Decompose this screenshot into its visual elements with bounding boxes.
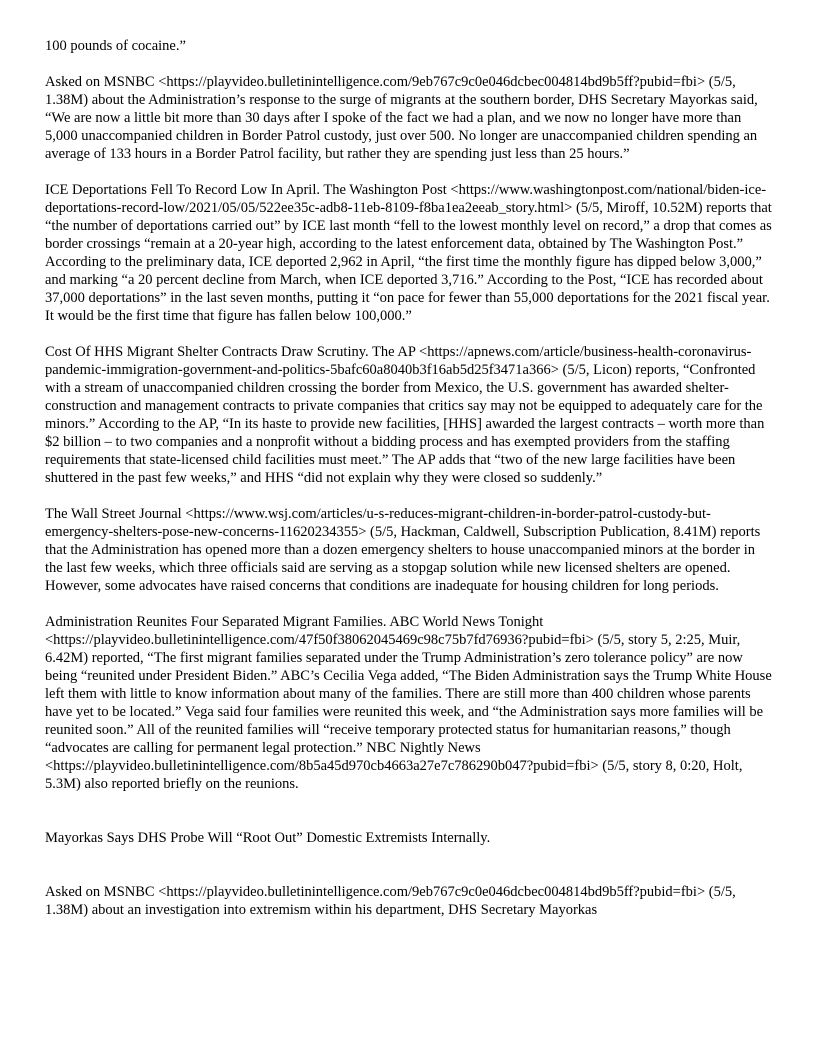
paragraph-wsj-shelters: The Wall Street Journal <https://www.wsj.com/articles/u-s-reduces-migrant-children-in-border-patrol-custody-but-emergency-shelters-pose-new-concerns-11620234355> (5/5, Hackman, Caldwell, Subscription Publication, 8.41M) reports that the Administration has opened more than a dozen emergency shelters to house unaccompanied minors at the border in the last few weeks, which three officials said are serving as a stopgap solution while new licensed shelters are opened. However, some advocates have raised concerns that conditions are inadequate for housing children for long periods. [45,506,761,594]
paragraph-mayorkas-extremism: Asked on MSNBC <https://playvideo.bulletinintelligence.com/9eb767c9c0e046dcbec004814bd9b5ff?pubid=fbi> (5/5, 1.38M) about an investigation into extremism within his department, DHS Secretary Mayorkas [45,884,736,918]
paragraph-hhs-shelter-contracts: Cost Of HHS Migrant Shelter Contracts Draw Scrutiny. The AP <https://apnews.com/article/business-health-coronavirus-pandemic-immigration-government-and-politics-5bafc60a8040b3f16ab5d25f3471a366> (5/5, Licon) reports, “Confronted with a stream of unaccompanied children crossing the border from Mexico, the U.S. government has awarded shelter-construction and management contracts to private companies that critics say may not be equipped to adequately care for the minors.” According to the AP, “In its haste to provide new facilities, [HHS] awarded the largest contracts – worth more than $2 billion – to two companies and a nonprofit without a bidding process and has exempted providers from the staffing requirements that state-licensed child facilities must meet.” The AP adds that “two of the new large facilities have been shuttered in the past few weeks,” and HHS “did not explain why they were closed so suddenly.” [45,344,765,486]
paragraph-reunited-families: Administration Reunites Four Separated Migrant Families. ABC World News Tonight <https://playvideo.bulletinintelligence.com/47f50f38062045469c98c75b7fd76936?pubid=fbi> (5/5, story 5, 2:25, Muir, 6.42M) reported, “The first migrant families separated under the Trump Administration’s zero tolerance policy” are now being “reunited under President Biden.” ABC’s Cecilia Vega added, “The Biden Administration says the Trump White House left them with little to know information about many of the families. There are still more than 400 children whose parents have yet to be located.” Vega said four families were reunited this week, and “the Administration says more families will be reunited soon.” All of the reunited families will “receive temporary protected status for humanitarian reasons,” though “advocates are calling for permanent legal protection.” NBC Nightly News <https://playvideo.bulletinintelligence.com/8b5a45d970cb4663a27e7c786290b047?pubid=fbi> (5/5, story 8, 0:20, Holt, 5.3M) also reported briefly on the reunions. [45,614,772,792]
paragraph-cocaine-end: 100 pounds of cocaine.” [45,38,186,54]
headline-dhs-probe: Mayorkas Says DHS Probe Will “Root Out” Domestic Extremists Internally. [45,830,491,846]
document-page [45,37,775,937]
paragraph-ice-deportations: ICE Deportations Fell To Record Low In April. The Washington Post <https://www.washingtonpost.com/national/biden-ice-deportations-record-low/2021/05/05/522ee35c-adb8-11eb-8109-f8ba1ea2eeab_story.html> (5/5, Miroff, 10.52M) reports that “the number of deportations carried out” by ICE last month “fell to the lowest monthly level on record,” a drop that comes as border crossings “remain at a 20-year high, according to the latest enforcement data, obtained by The Washington Post.” According to the preliminary data, ICE deported 2,962 in April, “the first time the monthly figure has dipped below 3,000,” and marking “a 20 percent decline from March, when ICE deported 3,716.” According to the Post, “ICE has recorded about 37,000 deportations” in the last seven months, putting it “on pace for fewer than 55,000 deportations for the 2021 fiscal year. It would be the first time that figure has fallen below 100,000.” [45,182,772,324]
paragraph-mayorkas-msnbc: Asked on MSNBC <https://playvideo.bulletinintelligence.com/9eb767c9c0e046dcbec004814bd9b5ff?pubid=fbi> (5/5, 1.38M) about the Administration’s response to the surge of migrants at the southern border, DHS Secretary Mayorkas said, “We are now a little bit more than 30 days after I spoke of the fact we had a plan, and we now no longer have more than 5,000 unaccompanied children in Border Patrol custody, just over 500. No longer are unaccompanied children spending an average of 133 hours in a Border Patrol facility, but rather they are spending just less than 25 hours.” [45,74,758,162]
